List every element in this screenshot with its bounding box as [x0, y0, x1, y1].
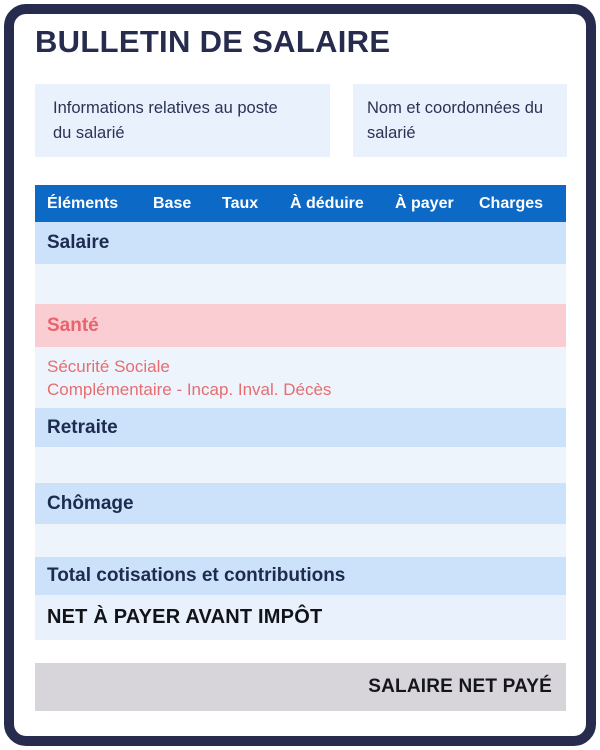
table-row-sante — [35, 304, 566, 347]
info-box-employee-label: Nom et coordonnées du salarié — [367, 98, 544, 142]
info-box-employee — [353, 84, 567, 157]
table-row-chomage — [35, 483, 566, 524]
net-paid-label: SALAIRE NET PAYÉ — [368, 676, 552, 697]
table-row-total-cotisations — [35, 557, 566, 595]
column-header-a-payer: À payer — [395, 194, 454, 212]
column-header-elements: Éléments — [47, 194, 119, 212]
table-header-row — [35, 185, 566, 222]
column-header-base: Base — [153, 194, 192, 212]
row-label-total-cotisations: Total cotisations et contributions — [47, 565, 346, 586]
sante-detail-line-1: Sécurité Sociale — [47, 356, 170, 376]
info-box-job — [35, 84, 330, 157]
table-row-spacer — [35, 524, 566, 557]
column-header-taux: Taux — [222, 194, 259, 212]
row-label-net-a-payer: NET À PAYER AVANT IMPÔT — [47, 606, 323, 628]
net-paid-bar — [35, 663, 566, 711]
row-label-retraite: Retraite — [47, 416, 118, 438]
table-row-net-a-payer — [35, 595, 566, 640]
column-header-a-deduire: À déduire — [290, 194, 364, 212]
table-row-spacer — [35, 447, 566, 483]
table-row-retraite — [35, 408, 566, 447]
page-title: BULLETIN DE SALAIRE — [35, 24, 391, 59]
row-label-sante: Santé — [47, 314, 99, 336]
column-header-charges: Charges — [479, 194, 544, 212]
payslip-table — [35, 185, 566, 640]
info-box-job-label: Informations relatives au poste du salarié — [53, 98, 278, 142]
sante-detail-line-2: Complémentaire - Incap. Inval. Décès — [47, 379, 332, 399]
table-row-spacer — [35, 264, 566, 304]
table-row-sante-details — [35, 347, 566, 408]
row-label-chomage: Chômage — [47, 492, 134, 514]
table-row-salaire — [35, 222, 566, 264]
row-label-salaire: Salaire — [47, 232, 110, 253]
